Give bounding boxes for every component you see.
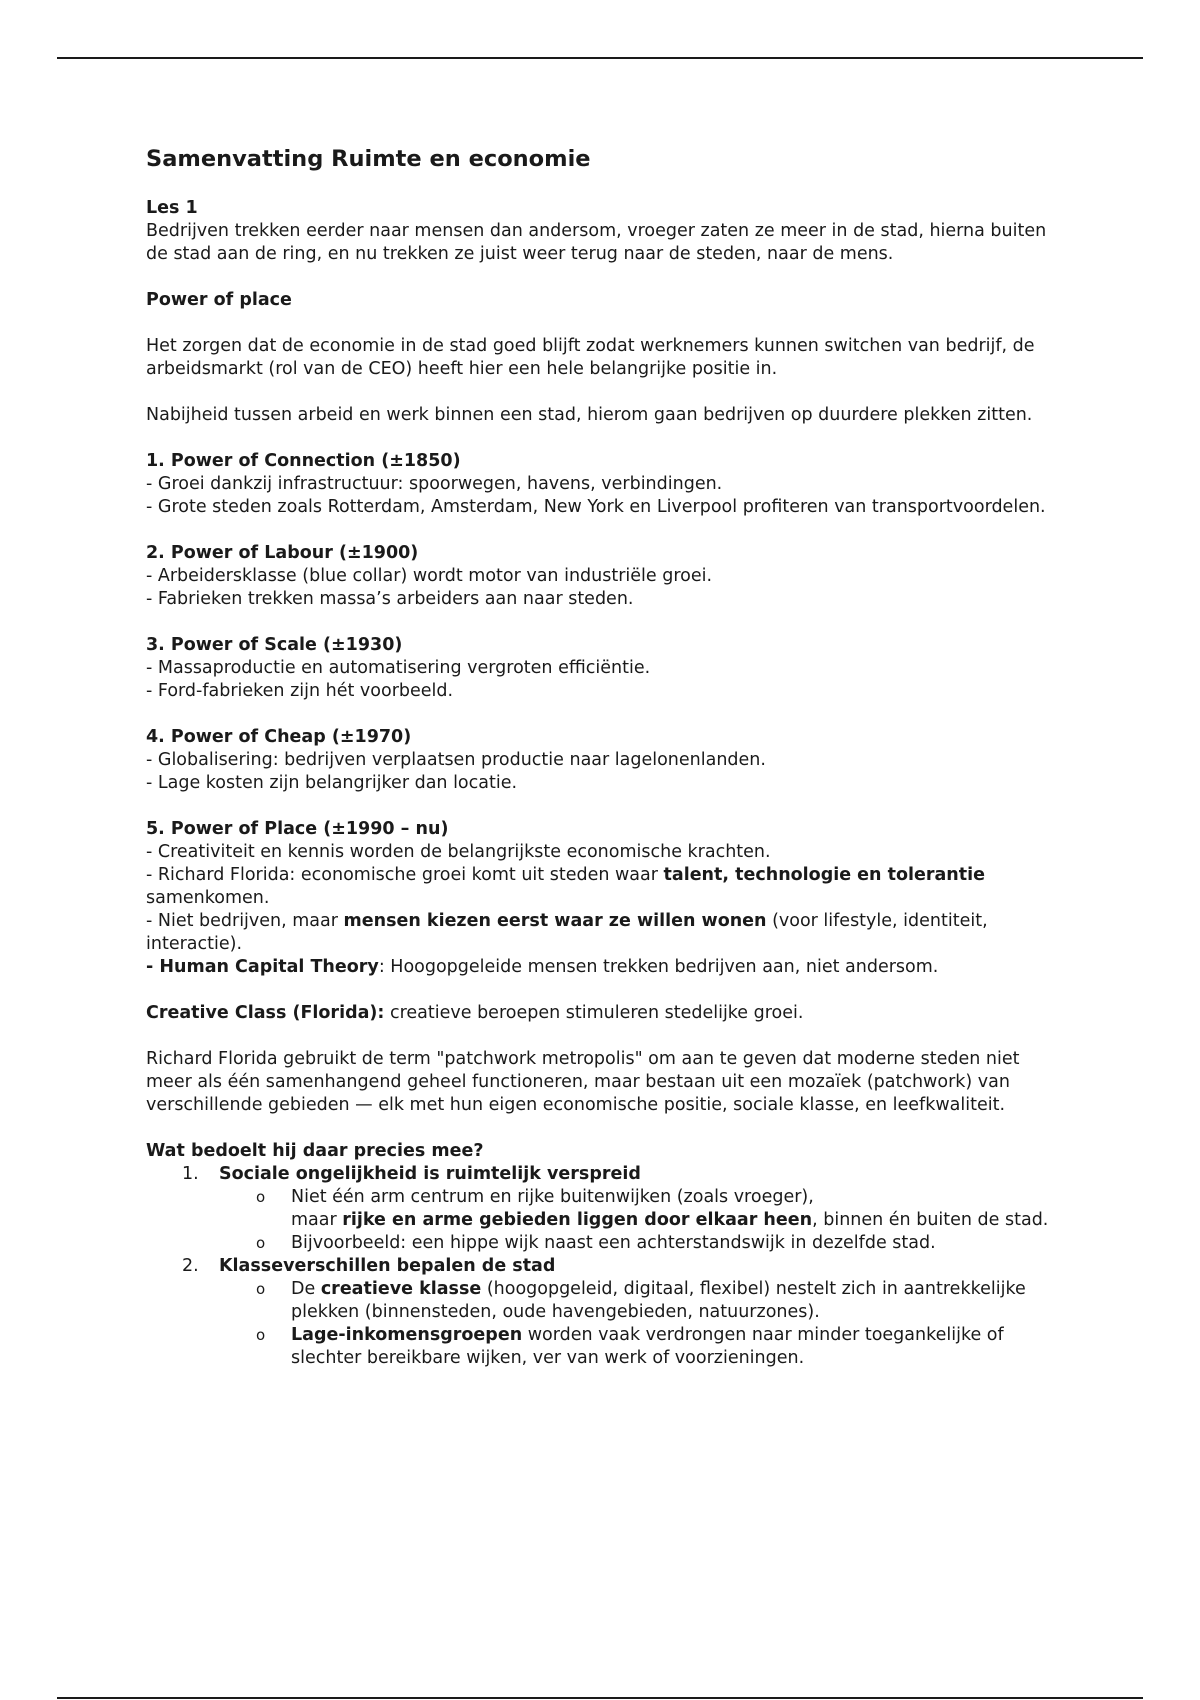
sub-bullet: o De creatieve klasse (hoogopgeleid, digitaal, flexibel) nestelt zich in aantrekkelijke plekken (binnensteden, oude havengebieden, natuurzones).: [256, 1279, 1026, 1322]
patchwork-paragraph: Richard Florida gebruikt de term "patchwork metropolis" om aan te geven dat moderne steden niet meer als één samenhangend geheel functioneren, maar bestaan uit een mozaïek (patchwork) van verschillende gebieden — elk met hun eigen economische positie, sociale klasse, en leefkwaliteit.: [146, 1049, 1020, 1115]
section-3-line: - Ford-fabrieken zijn hét voorbeeld.: [146, 681, 454, 701]
section-5-line: - Human Capital Theory: Hoogopgeleide mensen trekken bedrijven aan, niet andersom.: [146, 957, 939, 977]
bullet-icon: o: [256, 1234, 266, 1252]
les1-heading: Les 1: [146, 198, 198, 218]
bullet-icon: o: [256, 1280, 266, 1298]
section-5-line: - Creativiteit en kennis worden de belangrijkste economische krachten.: [146, 842, 771, 862]
creative-class: Creative Class (Florida): creatieve beroepen stimuleren stedelijke groei.: [146, 1003, 804, 1023]
top-rule: [57, 57, 1143, 59]
section-4-line: - Globalisering: bedrijven verplaatsen productie naar lagelonenlanden.: [146, 750, 766, 770]
section-1-line: - Groei dankzij infrastructuur: spoorwegen, havens, verbindingen.: [146, 474, 723, 494]
question-heading: Wat bedoelt hij daar precies mee?: [146, 1141, 484, 1161]
section-2-line: - Fabrieken trekken massa’s arbeiders aan naar steden.: [146, 589, 634, 609]
section-4-heading: 4. Power of Cheap (±1970): [146, 727, 412, 747]
list-item: [146, 1255, 1066, 1278]
list-number: 1.: [182, 1164, 199, 1184]
section-1-line: - Grote steden zoals Rotterdam, Amsterdam, New York en Liverpool profiteren van transportvoordelen.: [146, 497, 1046, 517]
list-item-title: Klasseverschillen bepalen de stad: [219, 1256, 556, 1276]
sub-bullet: o Lage-inkomensgroepen worden vaak verdrongen naar minder toegankelijke of slechter bereikbare wijken, ver van werk of voorzieningen.: [256, 1325, 1004, 1368]
section-3-heading: 3. Power of Scale (±1930): [146, 635, 403, 655]
les1-text: Bedrijven trekken eerder naar mensen dan andersom, vroeger zaten ze meer in de stad, hierna buiten de stad aan de ring, en nu trekken ze juist weer terug naar de steden, naar de mens.: [146, 221, 1047, 264]
numbered-list: [146, 1163, 1066, 1370]
list-number: 2.: [182, 1256, 199, 1276]
power-of-place-p1: Het zorgen dat de economie in de stad goed blijft zodat werknemers kunnen switchen van bedrijf, de arbeidsmarkt (rol van de CEO) heeft hier een hele belangrijke positie in.: [146, 336, 1035, 379]
document-body: [146, 145, 1066, 1370]
section-3-line: - Massaproductie en automatisering vergroten efficiëntie.: [146, 658, 651, 678]
sub-bullet: o Bijvoorbeeld: een hippe wijk naast een achterstandswijk in dezelfde stad.: [256, 1233, 936, 1253]
section-4-line: - Lage kosten zijn belangrijker dan locatie.: [146, 773, 518, 793]
section-2-heading: 2. Power of Labour (±1900): [146, 543, 419, 563]
power-of-place-heading: Power of place: [146, 290, 292, 310]
bullet-icon: o: [256, 1188, 266, 1206]
section-5-line: - Richard Florida: economische groei komt uit steden waar talent, technologie en tolerantie samenkomen.: [146, 865, 985, 908]
page-title: Samenvatting Ruimte en economie: [146, 146, 591, 172]
list-item: [146, 1163, 1066, 1186]
section-1-heading: 1. Power of Connection (±1850): [146, 451, 461, 471]
sub-bullet: o Niet één arm centrum en rijke buitenwijken (zoals vroeger), maar rijke en arme gebieden liggen door elkaar heen, binnen én buiten de stad.: [256, 1187, 1049, 1230]
bullet-icon: o: [256, 1326, 266, 1344]
bottom-rule: [57, 1697, 1143, 1699]
list-item-title: Sociale ongelijkheid is ruimtelijk verspreid: [219, 1164, 641, 1184]
section-5-heading: 5. Power of Place (±1990 – nu): [146, 819, 449, 839]
section-5-line: - Niet bedrijven, maar mensen kiezen eerst waar ze willen wonen (voor lifestyle, identiteit, interactie).: [146, 911, 988, 954]
power-of-place-p2: Nabijheid tussen arbeid en werk binnen een stad, hierom gaan bedrijven op duurdere plekken zitten.: [146, 405, 1033, 425]
section-2-line: - Arbeidersklasse (blue collar) wordt motor van industriële groei.: [146, 566, 713, 586]
